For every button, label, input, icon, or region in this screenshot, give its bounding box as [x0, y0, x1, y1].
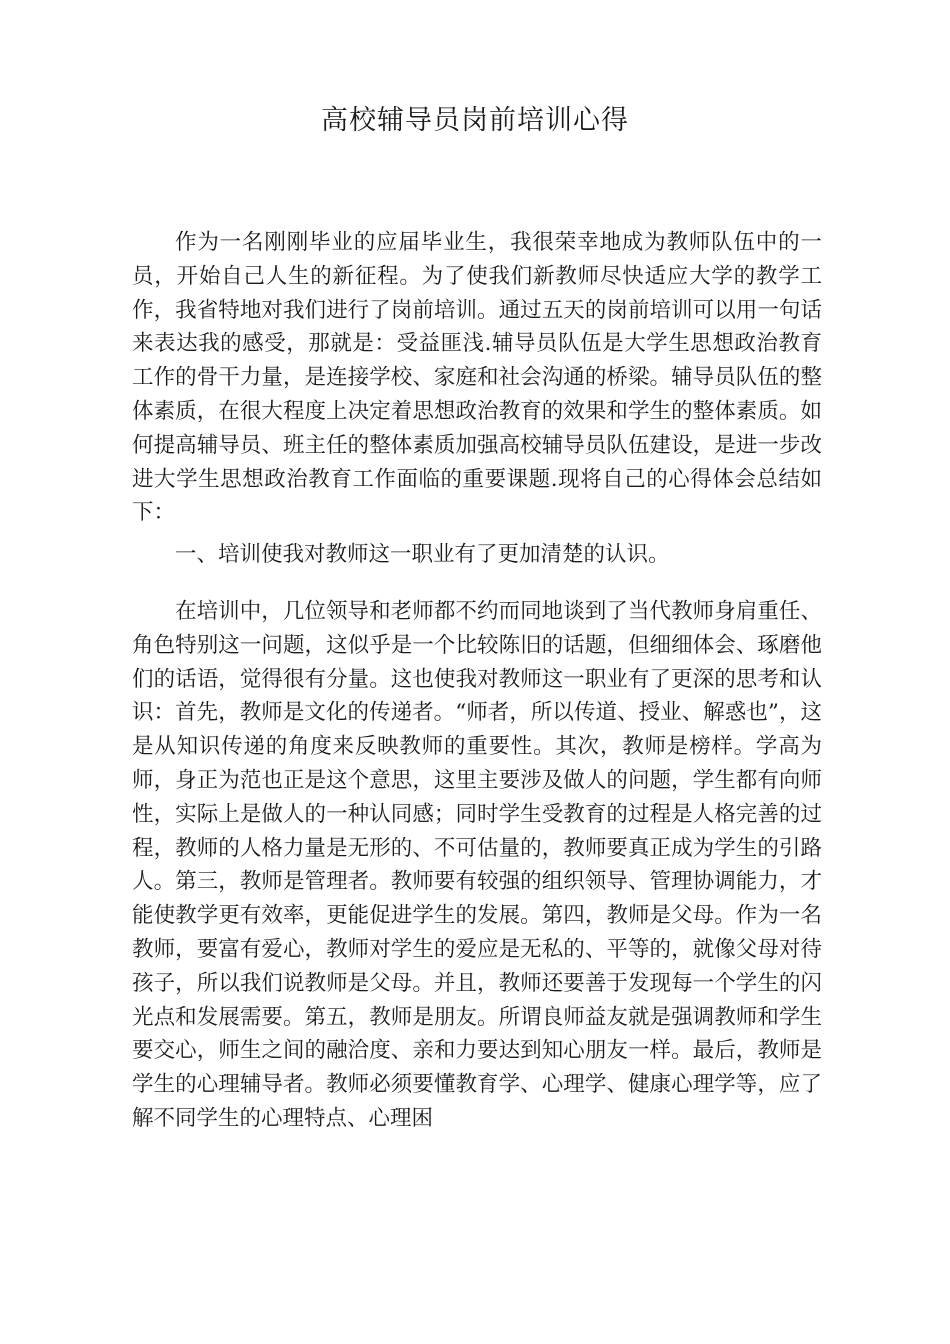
- section-heading-1: 一、培训使我对教师这一职业有了更加清楚的认识。: [175, 542, 670, 567]
- document-title: 高校辅导员岗前培训心得: [321, 105, 629, 136]
- paragraph-intro: 作为一名刚刚毕业的应届毕业生，我很荣幸地成为教师队伍中的一员，开始自己人生的新征程。为了使我们新教师尽快适应大学的教学工作，我省特地对我们进行了岗前培训。通过五天的岗前培训可以用一句话来表达我的感受，那就是：受益匪浅.辅导员队伍是大学生思想政治教育工作的骨干力量，是连接学校、家庭和社会沟通的桥梁。辅导员队伍的整体素质，在很大程度上决定着思想政治教育的效果和学生的整体素质。如何提高辅导员、班主任的整体素质加强高校辅导员队伍建设，是进一步改进大学生思想政治教育工作面临的重要课题.现将自己的心得体会总结如下：: [132, 230, 822, 526]
- paragraph-teacher-roles: 在培训中，几位领导和老师都不约而同地谈到了当代教师身肩重任、角色特别这一问题，这似乎是一个比较陈旧的话题，但细细体会、琢磨他们的话语，觉得很有分量。这也使我对教师这一职业有了更深的思考和认识：首先，教师是文化的传递者。“师者，所以传道、授业、解惑也”，这是从知识传递的角度来反映教师的重要性。其次，教师是榜样。学高为师，身正为范也正是这个意思，这里主要涉及做人的问题，学生都有向师性，实际上是做人的一种认同感；同时学生受教育的过程是人格完善的过程，教师的人格力量是无形的、不可估量的，教师要真正成为学生的引路人。第三，教师是管理者。教师要有较强的组织领导、管理协调能力，才能使教学更有效率，更能促进学生的发展。第四，教师是父母。作为一名教师，要富有爱心，教师对学生的爱应是无私的、平等的，就像父母对待孩子，所以我们说教师是父母。并且，教师还要善于发现每一个学生的闪光点和发展需要。第五，教师是朋友。所谓良师益友就是强调教师和学生要交心，师生之间的融洽度、亲和力要达到知心朋友一样。最后，教师是学生的心理辅导者。教师必须要懂教育学、心理学、健康心理学等，应了解不同学生的心理特点、心理困: [132, 599, 822, 1131]
